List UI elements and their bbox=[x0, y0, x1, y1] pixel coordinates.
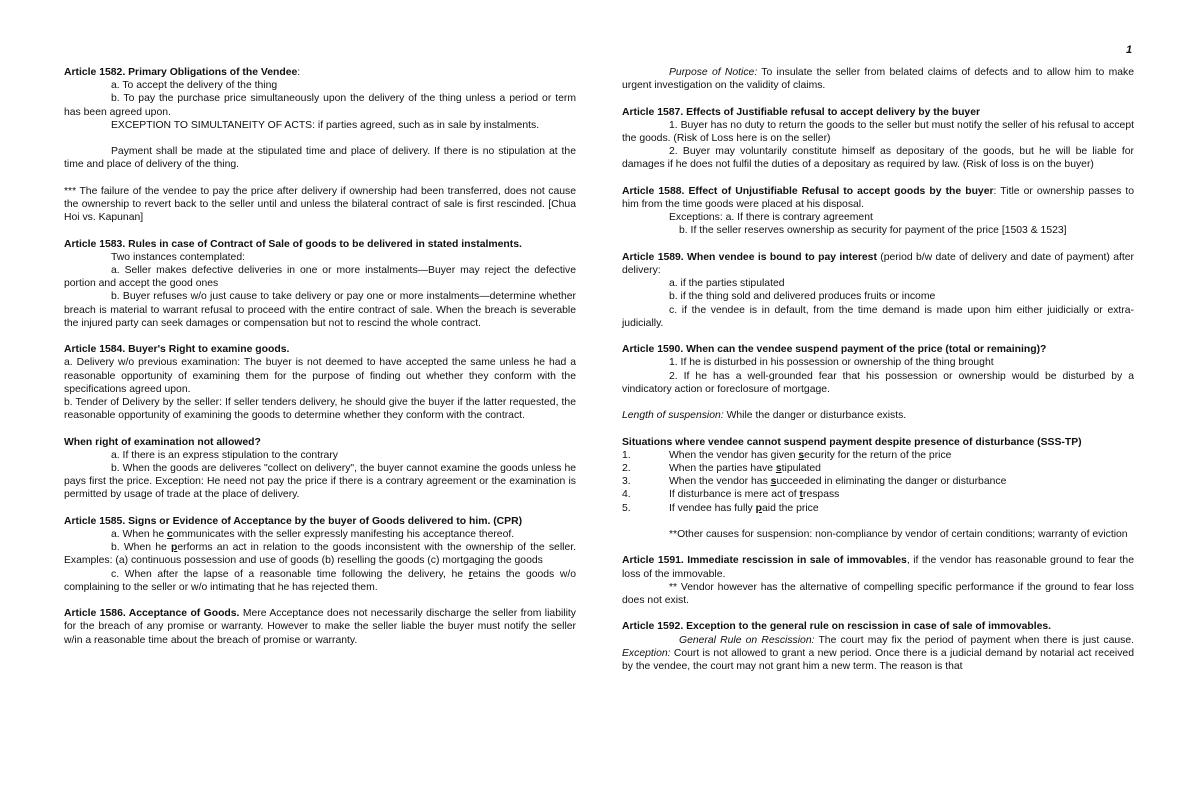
other-causes-note: **Other causes for suspension: non-compliance by vendor of certain conditions; warranty of eviction bbox=[669, 529, 1128, 540]
article-1584-heading: Article 1584. Buyer's Right to examine goods. bbox=[64, 344, 290, 356]
length-of-suspension: Length of suspension: While the danger or disturbance exists. bbox=[622, 410, 907, 422]
article-1589-item-c: c. if the vendee is in default, from the time demand is made upon him either juidicially or extra-judicially. bbox=[622, 304, 1134, 329]
article-1583-heading: Article 1583. Rules in case of Contract of Sale of goods to be delivered in stated instalments. bbox=[64, 238, 522, 250]
article-1585-item-c: c. When after the lapse of a reasonable time following the delivery, he retains the goods w/o complaining to the seller or w/o intimating that he has rejected them. bbox=[64, 568, 576, 593]
article-1590-item-1: 1. If he is disturbed in his possession or ownership of the thing brought bbox=[669, 357, 994, 369]
article-1592-text: General Rule on Rescission: The court may fix the period of payment when there is just cause. Exception: Court is not allowed to grant a new period. Once there is a judicial demand by notarial act received by the vendee, the court may not grant him a new term. The reason is that bbox=[622, 634, 1134, 672]
situation-item: 3. When the vendor has succeeded in eliminating the danger or disturbance bbox=[622, 476, 1007, 488]
article-1589: Article 1589. When vendee is bound to pay interest (period b/w date of delivery and date of payment) after delivery: bbox=[622, 251, 1135, 276]
examination-item-a: a. If there is an express stipulation to the contrary bbox=[111, 449, 338, 461]
situation-item: 5. If vendee has fully paid the price bbox=[622, 502, 819, 514]
purpose-of-notice: Purpose of Notice: To insulate the seller from belated claims of defects and to allow him to make urgent investigation on the validity of claims. bbox=[622, 67, 1134, 92]
article-1591-note: ** Vendor however has the alternative of compelling specific performance if the ground to fear loss does not exist. bbox=[622, 581, 1134, 606]
article-1585-item-a: a. When he communicates with the seller expressly manifesting his acceptance thereof. bbox=[111, 529, 515, 541]
article-1587-heading: Article 1587. Effects of Justifiable refusal to accept delivery by the buyer bbox=[622, 106, 981, 118]
article-1588: Article 1588. Effect of Unjustifiable Refusal to accept goods by the buyer: Title or ownership passes to him from the time goods were placed at his disposal. bbox=[622, 185, 1134, 210]
article-1591: Article 1591. Immediate rescission in sale of immovables, if the vendor has reasonable ground to fear the loss of the immovable. bbox=[622, 555, 1134, 580]
examination-item-b: b. When the goods are deliveres "collect on delivery", the buyer cannot examine the goods unless he pays first the price. Exception: He need not pay the price if there is a contrary agreement or the examination is permitted by usage of trade at the place of delivery. bbox=[64, 463, 576, 501]
article-1584-item-a: a. Delivery w/o previous examination: The buyer is not deemed to have accepted the same unless he had a reasonable opportunity of examining them for the purpose of finding out whether they conform with the specifications agreed upon. bbox=[64, 357, 576, 395]
situations-list bbox=[622, 449, 1134, 515]
article-1586: Article 1586. Acceptance of Goods. Mere Acceptance does not necessarily discharge the seller from liability for the breach of any promise or warranty. However to make the seller liable the buyer must notify the seller w/in a reasonable time about the breach of promise or warranty. bbox=[64, 608, 576, 646]
situations-heading: Situations where vendee cannot suspend payment despite presence of disturbance (SSS-TP) bbox=[622, 436, 1082, 448]
article-1583-item-b: b. Buyer refuses w/o just cause to take delivery or pay one or more instalments—determine whether breach is material to warrant refusal to proceed with the entire contract of sale. When the breach is severable the injured party can seek damages or compensation but not to rescind the whole contract. bbox=[64, 291, 576, 329]
left-column bbox=[64, 66, 576, 647]
article-1582-payment: Payment shall be made at the stipulated time and place of delivery. If there is no stipulation at the time and place of delivery of the thing. bbox=[64, 146, 576, 171]
article-1585-item-b: b. When he performs an act in relation to the goods inconsistent with the ownership of the seller. Examples: (a) continuous possession and use of goods (b) reselling the goods (c) mortgaging the goods bbox=[64, 542, 577, 567]
article-1587-item-2: 2. Buyer may voluntarily constitute himself as depositary of the goods, but he will be liable for damages if he does not fulfil the duties of a depositary as required by law. (Risk of loss is on the buyer) bbox=[622, 146, 1134, 171]
situation-item: 1. When the vendor has given security for the return of the price bbox=[622, 449, 952, 461]
article-1587-item-1: 1. Buyer has no duty to return the goods to the seller but must notify the seller of his refusal to accept the goods. (Risk of Loss here is on the seller) bbox=[622, 119, 1134, 144]
article-1583-item-a: a. Seller makes defective deliveries in one or more instalments—Buyer may reject the defective portion and accept the good ones bbox=[64, 265, 576, 290]
article-1590-heading: Article 1590. When can the vendee suspend payment of the price (total or remaining)? bbox=[622, 344, 1047, 356]
article-1582-exception: EXCEPTION TO SIMULTANEITY OF ACTS: if parties agreed, such as in sale by instalments. bbox=[111, 119, 540, 131]
situation-item: 4. If disturbance is mere act of trespass bbox=[622, 489, 840, 501]
article-1582-heading: Article 1582. Primary Obligations of the Vendee: bbox=[64, 67, 301, 78]
article-1583-intro: Two instances contemplated: bbox=[111, 251, 245, 263]
examination-heading: When right of examination not allowed? bbox=[64, 436, 261, 448]
article-1590-item-2: 2. If he has a well-grounded fear that his possession or ownership would be disturbed by a vindicatory action or foreclosure of mortgage. bbox=[622, 370, 1134, 395]
article-1589-item-a: a. if the parties stipulated bbox=[669, 278, 785, 290]
situation-item: 2. When the parties have stipulated bbox=[622, 463, 821, 474]
article-1582-item-a: a. To accept the delivery of the thing bbox=[111, 80, 278, 92]
article-1589-item-b: b. if the thing sold and delivered produces fruits or income bbox=[669, 291, 936, 303]
article-1585-heading: Article 1585. Signs or Evidence of Acceptance by the buyer of Goods delivered to him. (CPR) bbox=[64, 515, 523, 527]
page-number: 1 bbox=[1126, 44, 1133, 56]
article-1582-item-b: b. To pay the purchase price simultaneously upon the delivery of the thing unless a period or term has been agreed upon. bbox=[64, 93, 576, 118]
article-1582-note: *** The failure of the vendee to pay the price after delivery if ownership had been transferred, does not cause the ownership to revert back to the seller until and unless the bilateral contract of sale is first rescinded. [Chua Hoi vs. Kapunan] bbox=[64, 185, 576, 224]
article-1592-heading: Article 1592. Exception to the general rule on rescission in case of sale of immovables. bbox=[622, 621, 1052, 633]
article-1588-exception-b: b. If the seller reserves ownership as security for payment of the price [1503 & 1523] bbox=[679, 225, 1067, 237]
article-1588-exception-a: Exceptions: a. If there is contrary agreement bbox=[669, 212, 873, 224]
right-column bbox=[622, 66, 1134, 673]
article-1584-item-b: b. Tender of Delivery by the seller: If seller tenders delivery, he should give the buyer if the latter requested, the reasonable opportunity of examining the goods to determine whether they conform with the contract. bbox=[64, 397, 576, 422]
